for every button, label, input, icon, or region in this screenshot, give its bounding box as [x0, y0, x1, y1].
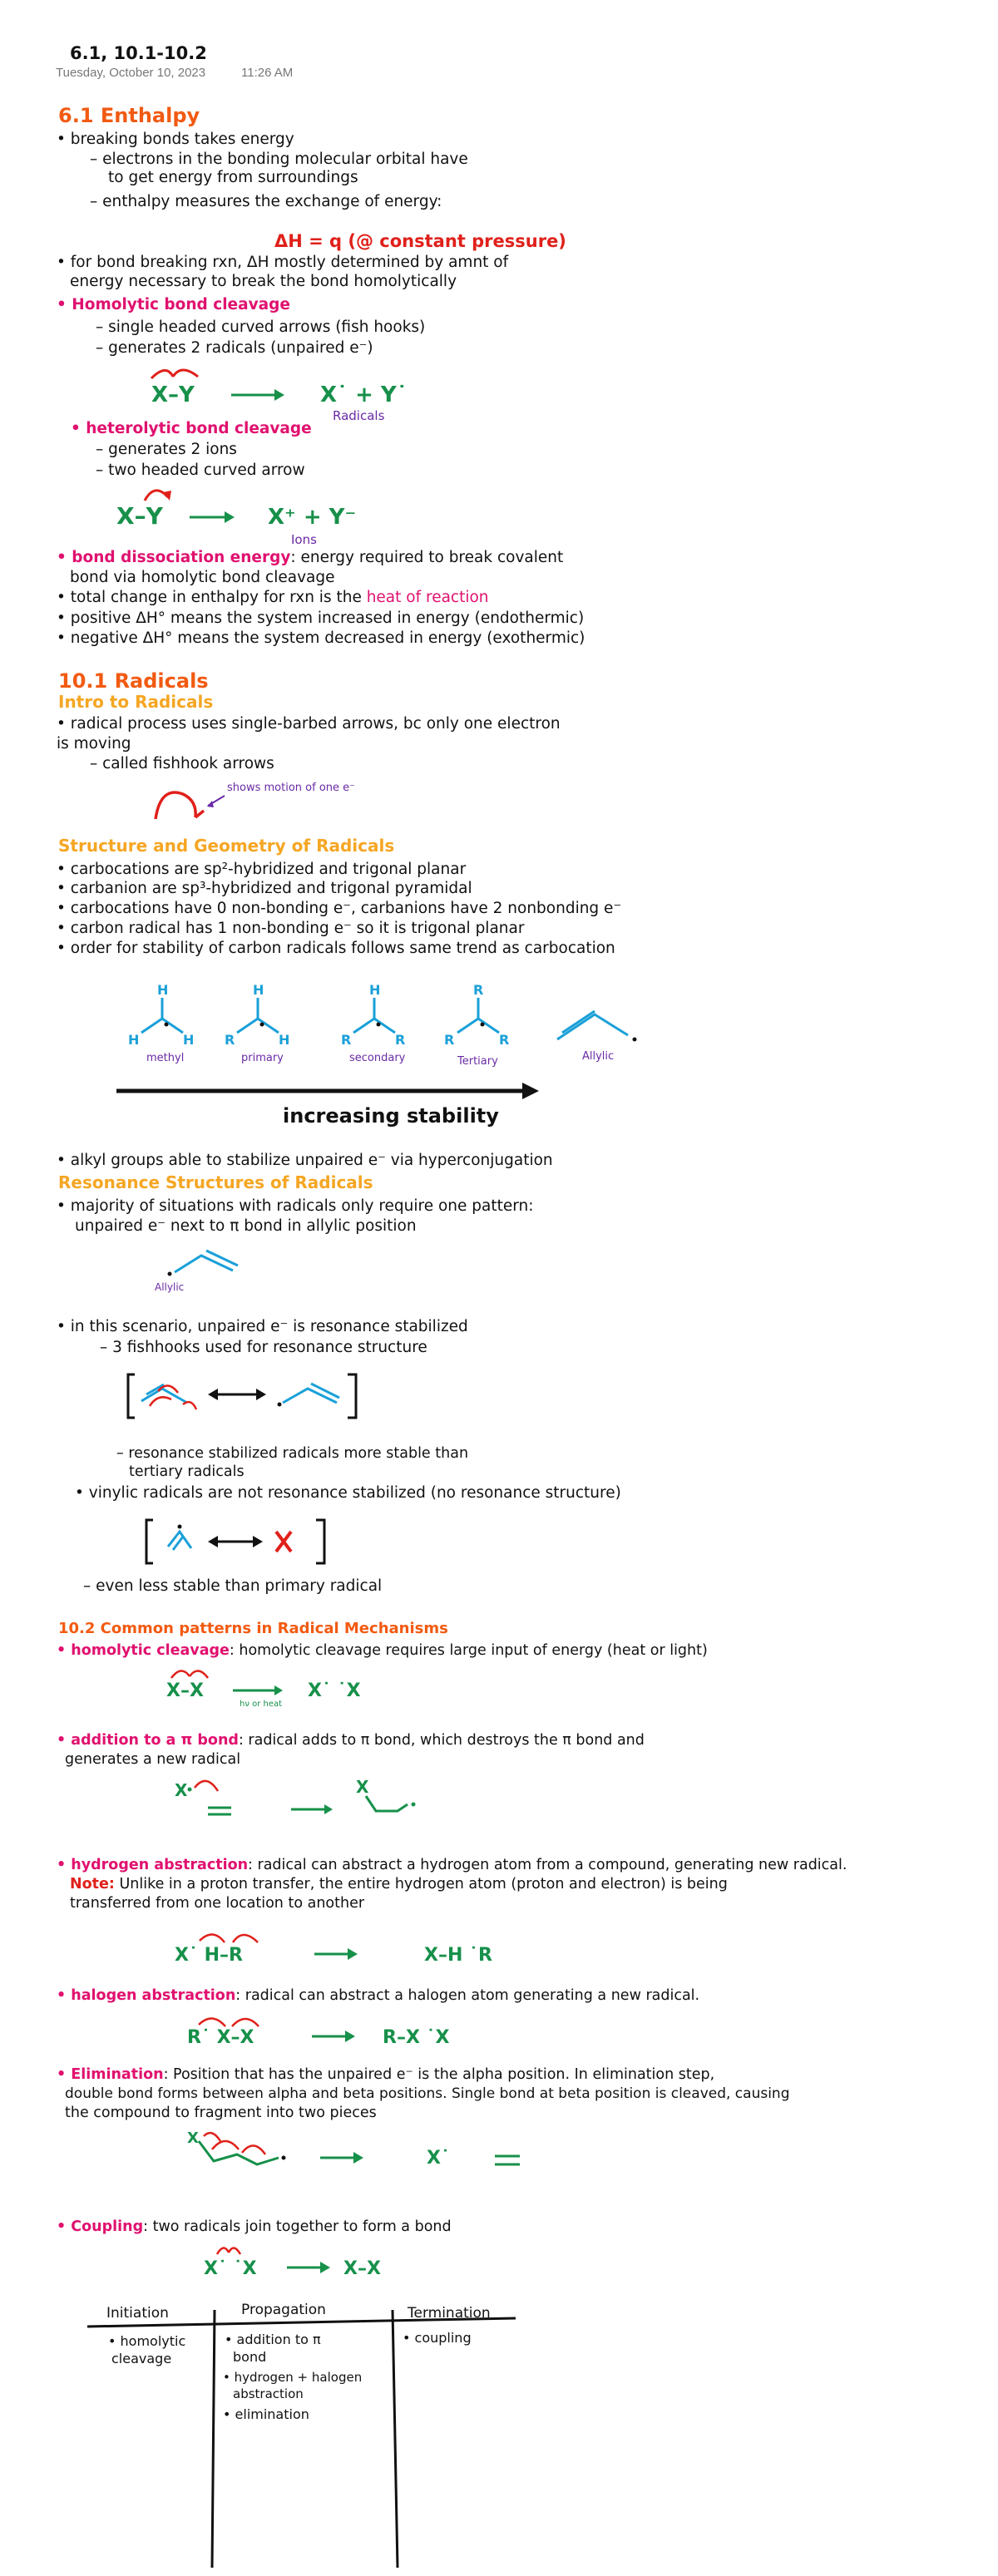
- heterolytic-reactant: X–Y: [116, 502, 163, 530]
- hydrogen-abstraction-rxn: [166, 1921, 549, 1971]
- term-halogen-abstraction: • halogen abstraction: [57, 1987, 236, 2004]
- halogen-abstraction-rxn: [179, 2008, 511, 2054]
- svg-text:X˙ ˙X: X˙ ˙X: [308, 1680, 361, 1701]
- note-line: • carbanion are sp³-hybridized and trigonal pyramidal: [57, 880, 472, 897]
- subheading-structure: Structure and Geometry of Radicals: [58, 836, 395, 856]
- note-line: is moving: [57, 735, 131, 753]
- allylic-radical-diagram: [150, 1239, 266, 1297]
- note-line: – generates 2 ions: [96, 441, 237, 458]
- term-bde: • bond dissociation energy: [57, 549, 291, 566]
- svg-text:hν or heat: hν or heat: [240, 1700, 283, 1709]
- note-line: • negative ΔH° means the system decreased in energy (exothermic): [57, 629, 585, 647]
- svg-text:R–X ˙X: R–X ˙X: [383, 2027, 450, 2048]
- term-heat-of-reaction: heat of reaction: [366, 589, 489, 606]
- ions-label: Ions: [291, 532, 317, 547]
- term-addition-pi: • addition to a π bond: [57, 1732, 239, 1749]
- note-line: • carbon radical has 1 non-bonding e⁻ so it is trigonal planar: [57, 920, 525, 937]
- svg-text:H: H: [128, 1032, 140, 1048]
- note-line: [70, 1876, 728, 1893]
- note-line: • carbocations are sp²-hybridized and trigonal planar: [57, 861, 467, 878]
- header-termination: Termination: [408, 2305, 491, 2322]
- note-line: [57, 2218, 452, 2236]
- svg-text:X˙: X˙: [427, 2148, 450, 2169]
- svg-text:H: H: [157, 982, 169, 998]
- elimination-definition: : Position that has the unpaired e⁻ is the alpha position. In elimination step,: [163, 2066, 715, 2083]
- note-line: generates a new radical: [65, 1751, 241, 1768]
- note-line: – electrons in the bonding molecular orbital have: [90, 151, 468, 168]
- note-line: – called fishhook arrows: [90, 755, 274, 772]
- label-allylic: Allylic: [582, 1050, 615, 1063]
- note-line: • breaking bonds takes energy: [57, 131, 294, 148]
- note-line: • positive ΔH° means the system increased in energy (endothermic): [57, 609, 585, 627]
- propagation-item: bond: [233, 2349, 267, 2365]
- term-elimination: • Elimination: [57, 2066, 164, 2083]
- radical-stability-diagram: [108, 973, 674, 1135]
- stability-label: increasing stability: [283, 1104, 499, 1128]
- propagation-item: • addition to π: [225, 2332, 321, 2347]
- term-heterolytic: • heterolytic bond cleavage: [71, 420, 312, 437]
- note-line: tertiary radicals: [129, 1463, 245, 1480]
- label-secondary: secondary: [349, 1052, 406, 1064]
- note-line: – enthalpy measures the exchange of energy:: [90, 193, 442, 210]
- enthalpy-formula: ΔH = q (@ constant pressure): [274, 231, 566, 251]
- svg-text:R: R: [341, 1032, 352, 1048]
- initiation-item: • homolytic: [108, 2333, 186, 2349]
- fishhook-note: shows motion of one e⁻: [227, 782, 356, 794]
- fishhook-arrow-diagram: [146, 777, 356, 836]
- coupling-rxn: [195, 2241, 445, 2287]
- homolytic-reactant: X–Y: [151, 382, 195, 407]
- section-heading-mechanisms: 10.2 Common patterns in Radical Mechanisms: [58, 1620, 448, 1637]
- termination-item: • coupling: [403, 2330, 472, 2346]
- svg-text:H: H: [183, 1032, 195, 1048]
- note-text: Unlike in a proton transfer, the entire hydrogen atom (proton and electron) is being: [114, 1876, 728, 1893]
- note-line: [57, 1987, 699, 2005]
- resonance-diagram: [125, 1368, 374, 1426]
- initiation-item: cleavage: [111, 2351, 172, 2366]
- subheading-intro: Intro to Radicals: [58, 692, 214, 712]
- note-line: [57, 549, 563, 567]
- svg-text:R: R: [225, 1032, 235, 1048]
- note-date: Tuesday, October 10, 2023: [56, 66, 206, 80]
- header-initiation: Initiation: [106, 2305, 169, 2322]
- note-line: – resonance stabilized radicals more stable than: [116, 1445, 469, 1462]
- note-line: • alkyl groups able to stabilize unpaired e⁻ via hyperconjugation: [57, 1152, 553, 1169]
- note-line: • carbocations have 0 non-bonding e⁻, carbanions have 2 nonbonding e⁻: [57, 900, 622, 917]
- note-line: double bond forms between alpha and beta positions. Single bond at beta position is cleaved, causing: [65, 2085, 790, 2102]
- bde-definition: : energy required to break covalent: [290, 549, 564, 566]
- note-label: Note:: [70, 1876, 115, 1893]
- section-heading-enthalpy: 6.1 Enthalpy: [58, 104, 200, 127]
- note-line: – 3 fishhooks used for resonance structure: [100, 1339, 427, 1356]
- heterolytic-product: X⁺ + Y⁻: [268, 505, 357, 530]
- term-homolytic: • Homolytic bond cleavage: [57, 296, 290, 313]
- heterolytic-diagram: [108, 482, 391, 549]
- page-title: 6.1, 10.1-10.2: [70, 43, 207, 63]
- svg-text:X–X: X–X: [166, 1680, 204, 1701]
- note-line: – even less stable than primary radical: [83, 1577, 383, 1595]
- header-propagation: Propagation: [241, 2302, 326, 2318]
- note-line: – generates 2 radicals (unpaired e⁻): [96, 339, 373, 357]
- note-line: • order for stability of carbon radicals follows same trend as carbocation: [57, 940, 615, 957]
- svg-text:H: H: [369, 982, 381, 998]
- svg-text:X: X: [187, 2129, 199, 2147]
- subheading-resonance: Resonance Structures of Radicals: [58, 1172, 373, 1192]
- mechanism-summary-table: [83, 2303, 549, 2569]
- svg-text:R: R: [444, 1032, 455, 1048]
- note-time: 11:26 AM: [241, 66, 294, 80]
- radicals-label: Radicals: [333, 408, 385, 423]
- term-coupling: • Coupling: [57, 2218, 144, 2235]
- note-line: • majority of situations with radicals only require one pattern:: [57, 1197, 534, 1215]
- svg-text:H: H: [279, 1032, 290, 1048]
- propagation-item: • hydrogen + halogen: [223, 2370, 363, 2385]
- svg-text:X: X: [356, 1777, 369, 1797]
- note-line: [57, 1857, 847, 1874]
- propagation-item: abstraction: [233, 2386, 304, 2401]
- label-tertiary: Tertiary: [457, 1055, 498, 1068]
- note-line: • in this scenario, unpaired e⁻ is resonance stabilized: [57, 1318, 468, 1335]
- section-heading-radicals: 10.1 Radicals: [58, 669, 209, 693]
- homolytic-cleavage-definition: : homolytic cleavage requires large input of energy (heat or light): [229, 1642, 708, 1659]
- note-line: [57, 589, 489, 607]
- note-line: bond via homolytic bond cleavage: [70, 569, 335, 586]
- svg-text:X–X: X–X: [343, 2258, 381, 2279]
- note-line: • for bond breaking rxn, ΔH mostly determined by amnt of: [57, 254, 509, 271]
- term-hydrogen-abstraction: • hydrogen abstraction: [57, 1857, 249, 1873]
- note-line: unpaired e⁻ next to π bond in allylic position: [75, 1217, 417, 1235]
- svg-text:X˙ H–R: X˙ H–R: [175, 1945, 243, 1966]
- svg-text:R: R: [499, 1032, 510, 1048]
- homolytic-product: X˙ + Y˙: [320, 382, 408, 407]
- note-line: – two headed curved arrow: [96, 461, 305, 479]
- svg-text:X˙ ˙X: X˙ ˙X: [204, 2258, 257, 2279]
- propagation-item: • elimination: [223, 2406, 309, 2422]
- label-primary: primary: [241, 1052, 284, 1064]
- svg-text:H: H: [253, 982, 264, 998]
- note-line: [57, 2066, 714, 2084]
- svg-text:X–H ˙R: X–H ˙R: [424, 1945, 492, 1966]
- note-line: – single headed curved arrows (fish hooks): [96, 318, 426, 336]
- label-methyl: methyl: [146, 1052, 185, 1064]
- total-enthalpy-text: • total change in enthalpy for rxn is the: [57, 589, 367, 606]
- elimination-rxn: [179, 2124, 545, 2183]
- coupling-definition: : two radicals join together to form a bond: [143, 2218, 452, 2235]
- note-line: the compound to fragment into two pieces: [65, 2105, 377, 2121]
- note-line: to get energy from surroundings: [108, 169, 358, 186]
- note-line: [57, 1642, 708, 1660]
- note-line: [57, 1732, 645, 1749]
- note-line: energy necessary to break the bond homolytically: [70, 273, 457, 290]
- vinylic-diagram: [141, 1513, 341, 1572]
- svg-text:R: R: [395, 1032, 406, 1048]
- addition-definition: : radical adds to π bond, which destroys the π bond and: [238, 1732, 645, 1749]
- note-line: transferred from one location to another: [70, 1895, 365, 1912]
- svg-text:X: X: [175, 1780, 188, 1800]
- term-homolytic-cleavage: • homolytic cleavage: [57, 1642, 230, 1659]
- addition-rxn: [166, 1771, 449, 1829]
- note-line: • vinylic radicals are not resonance stabilized (no resonance structure): [75, 1484, 621, 1502]
- svg-text:R: R: [473, 982, 484, 998]
- svg-text:R˙ X–X: R˙ X–X: [187, 2027, 254, 2048]
- note-line: • radical process uses single-barbed arrows, bc only one electron: [57, 715, 561, 733]
- halogen-abstraction-definition: : radical can abstract a halogen atom generating a new radical.: [235, 1987, 700, 2004]
- hydrogen-abstraction-definition: : radical can abstract a hydrogen atom from a compound, generating new radical.: [248, 1857, 847, 1873]
- allylic-label: Allylic: [155, 1281, 185, 1293]
- homolytic-diagram: [133, 362, 432, 424]
- homolytic-cleavage-rxn: [158, 1663, 391, 1709]
